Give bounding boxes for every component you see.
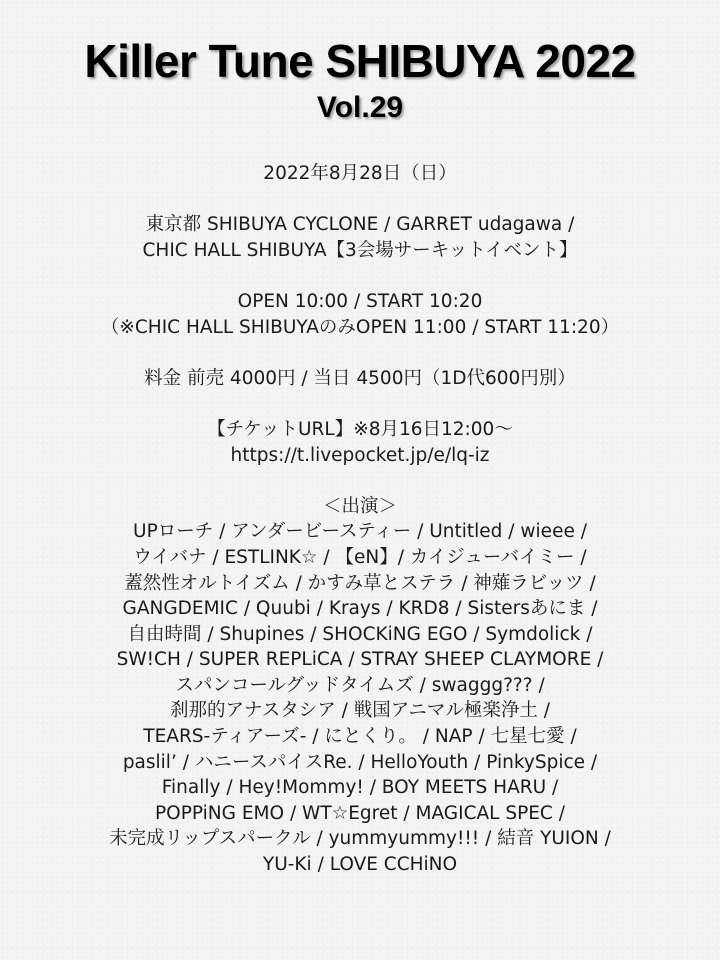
event-volume: Vol.29: [316, 91, 404, 124]
event-date: 2022年8月28日（日）: [263, 163, 457, 184]
performer-line: Finally / Hey!Mommy! / BOY MEETS HARU /: [161, 777, 559, 799]
performer-line: ウイバナ / ESTLINK☆ / 【eN】/ カイジューバイミー /: [133, 546, 587, 568]
performer-line: paslil’ / ハニースパイスRe. / HelloYouth / PinkySpice /: [122, 751, 598, 773]
performer-line: YU-Ki / LOVE CCHiNO: [262, 854, 458, 876]
spacer: [0, 263, 720, 289]
event-details: [0, 161, 720, 878]
performer-line: スパンコールグッドタイムズ / swaggg??? /: [175, 674, 545, 696]
ticket-heading: 【チケットURL】※8月16日12:00～: [207, 418, 513, 440]
price-line: 料金 前売 4000円 / 当日 4500円（1D代600円別）: [144, 367, 576, 389]
venue-line: CHIC HALL SHIBUYA【3会場サーキットイベント】: [142, 239, 578, 261]
performer-line: TEARS-ティアーズ- / にとくり。 / NAP / 七星七愛 /: [143, 726, 577, 748]
performer-line: 自由時間 / Shupines / SHOCKiNG EGO / Symdolick /: [127, 623, 593, 645]
performers-heading: ＜出演＞: [322, 495, 397, 517]
ticket-url[interactable]: https://t.livepocket.jp/e/lq-iz: [230, 444, 490, 466]
venue-line: 東京都 SHIBUYA CYCLONE / GARRET udagawa /: [145, 214, 575, 236]
performer-line: 未完成リップスパークル / yummyummy!!! / 結音 YUION /: [109, 828, 611, 850]
performer-line: 刹那的アナスタシア / 戦国アニマル極楽浄土 /: [170, 700, 550, 722]
performer-line: 蓋然性オルトイズム / かすみ草とステラ / 神薙ラビッツ /: [124, 572, 596, 594]
spacer: [0, 468, 720, 494]
performer-line: GANGDEMIC / Quubi / Krays / KRD8 / Sistersあにま /: [122, 598, 598, 620]
time-line: （※CHIC HALL SHIBUYAのみOPEN 11:00 / START 11:20）: [100, 316, 620, 338]
time-line: OPEN 10:00 / START 10:20: [237, 290, 483, 312]
event-title: Killer Tune SHIBUYA 2022: [84, 35, 636, 87]
performer-line: UPローチ / アンダービースティー / Untitled / wieee /: [133, 521, 587, 543]
spacer: [0, 391, 720, 417]
performer-line: SW!CH / SUPER REPLiCA / STRAY SHEEP CLAYMORE /: [116, 649, 604, 671]
spacer: [0, 340, 720, 366]
performer-line: POPPiNG EMO / WT☆Egret / MAGICAL SPEC /: [155, 802, 565, 824]
spacer: [0, 187, 720, 213]
